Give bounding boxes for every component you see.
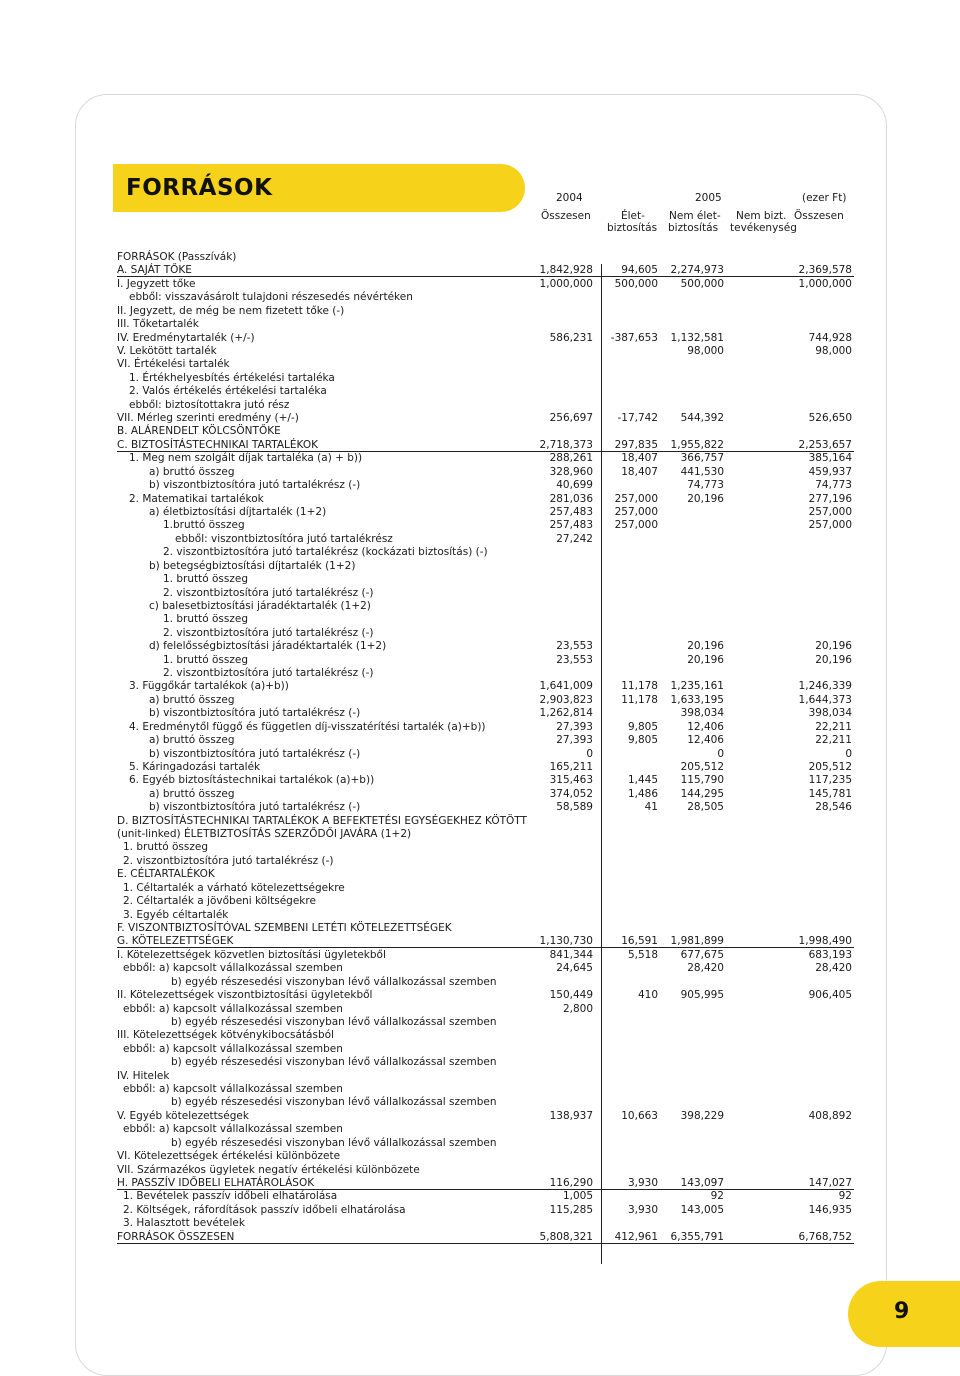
value-cell: 408,892 (808, 1109, 852, 1122)
table-row (0, 721, 960, 734)
table-row (0, 439, 960, 452)
table-row (0, 1083, 960, 1096)
row-label: ebből: a) kapcsolt vállalkozással szemben (123, 1123, 343, 1136)
value-cell: 58,589 (556, 801, 593, 814)
table-row (0, 264, 960, 277)
row-label: IV. Eredménytartalék (+/-) (117, 331, 255, 344)
table-row (0, 680, 960, 693)
header-osszesen-2004: Összesen (541, 210, 591, 222)
value-cell: 0 (845, 747, 852, 760)
value-cell: 398,229 (680, 1109, 724, 1122)
table-row (0, 1177, 960, 1190)
table-row (0, 251, 960, 264)
value-cell: 1,132,581 (670, 331, 724, 344)
value-cell: 2,903,823 (539, 693, 593, 706)
value-cell: 23,553 (556, 640, 593, 653)
row-label: III. Kötelezettségek kötvénykibocsátásból (117, 1029, 334, 1042)
value-cell: 205,512 (808, 760, 852, 773)
row-label: 1. Meg nem szolgált díjak tartaléka (a) + b)) (129, 452, 363, 465)
row-label: FORRÁSOK ÖSSZESEN (117, 1230, 235, 1243)
row-underline (117, 1243, 854, 1244)
header-year-2004: 2004 (556, 192, 583, 204)
value-cell: 544,392 (680, 412, 724, 425)
row-label: c) balesetbiztosítási járadéktartalék (1+2) (149, 599, 371, 612)
table-row (0, 895, 960, 908)
value-cell: 74,773 (687, 479, 724, 492)
table-row (0, 1043, 960, 1056)
table-row (0, 399, 960, 412)
table-row (0, 855, 960, 868)
row-label: b) viszontbiztosítóra jutó tartalékrész (-) (149, 801, 361, 814)
row-label: a) bruttó összeg (149, 693, 235, 706)
table-row (0, 627, 960, 640)
value-cell: 744,928 (808, 331, 852, 344)
table-row (0, 976, 960, 989)
value-cell: 257,000 (614, 505, 658, 518)
table-row (0, 1231, 960, 1244)
value-cell: 1,633,195 (670, 693, 724, 706)
table-row (0, 761, 960, 774)
value-cell: 500,000 (680, 277, 724, 290)
table-row (0, 1003, 960, 1016)
value-cell: 374,052 (549, 787, 593, 800)
table-row (0, 519, 960, 532)
row-label: ebből: viszontbiztosítóra jutó tartalékrész (175, 532, 393, 545)
row-label: b) egyéb részesedési viszonyban lévő vállalkozással szemben (171, 1096, 497, 1109)
table-row (0, 801, 960, 814)
table-row (0, 774, 960, 787)
value-cell: 10,663 (621, 1109, 658, 1122)
table-row (0, 1190, 960, 1203)
row-label: ebből: a) kapcsolt vállalkozással szemben (123, 1002, 343, 1015)
table-row (0, 533, 960, 546)
row-label: 1. Bevételek passzív időbeli elhatárolása (123, 1190, 338, 1203)
value-cell: 905,995 (680, 989, 724, 1002)
value-cell: 526,650 (808, 412, 852, 425)
row-label: ebből: visszavásárolt tulajdoni részesedés névértéken (129, 291, 413, 304)
table-row (0, 560, 960, 573)
row-label: VI. Kötelezettségek értékelési különbözete (117, 1150, 341, 1163)
value-cell: 3,930 (627, 1203, 658, 1216)
row-label: I. Kötelezettségek közvetlen biztosítási ügyletekből (117, 948, 386, 961)
value-cell: 297,835 (614, 438, 658, 451)
value-cell: 6,768,752 (798, 1230, 852, 1243)
value-cell: 1,644,373 (798, 693, 852, 706)
value-cell: 41 (644, 801, 658, 814)
value-cell: 257,483 (549, 519, 593, 532)
header-year-2005: 2005 (695, 192, 722, 204)
table-row (0, 1217, 960, 1230)
row-label: 6. Egyéb biztosítástechnikai tartalékok (a)+b)) (129, 774, 375, 787)
row-label: d) felelősségbiztosítási járadéktartalék (1+2) (149, 640, 387, 653)
value-cell: 144,295 (680, 787, 724, 800)
table-row (0, 1096, 960, 1109)
row-label: FORRÁSOK (Passzívák) (117, 251, 237, 263)
table-row (0, 922, 960, 935)
value-cell: 1,998,490 (798, 935, 852, 948)
table-row (0, 305, 960, 318)
row-label: F. VISZONTBIZTOSÍTÓVAL SZEMBENI LETÉTI KÖTELEZETTSÉGEK (117, 922, 452, 934)
table-row (0, 291, 960, 304)
row-label: 1. bruttó összeg (123, 841, 208, 854)
value-cell: 2,274,973 (670, 264, 724, 277)
value-cell: 117,235 (808, 774, 852, 787)
value-cell: 23,553 (556, 653, 593, 666)
value-cell: 1,000,000 (539, 277, 593, 290)
table-row (0, 506, 960, 519)
value-cell: 94,605 (621, 264, 658, 277)
row-label: B. ALÁRENDELT KÖLCSÖNTŐKE (117, 425, 281, 438)
row-label: VI. Értékelési tartalék (117, 358, 230, 371)
value-cell: 6,355,791 (670, 1230, 724, 1243)
row-label: 2. Valós értékelés értékelési tartaléka (129, 385, 327, 398)
row-label: 3. Egyéb céltartalék (123, 908, 229, 921)
table-row (0, 949, 960, 962)
value-cell: 147,027 (808, 1176, 852, 1189)
row-label: b) betegségbiztosítási díjtartalék (1+2) (149, 559, 356, 572)
value-cell: 1,486 (627, 787, 658, 800)
table-row (0, 882, 960, 895)
row-label: 1. Értékhelyesbítés értékelési tartaléka (129, 371, 335, 384)
row-label: 2. viszontbiztosítóra jutó tartalékrész (-) (163, 667, 374, 680)
value-cell: 11,178 (621, 680, 658, 693)
row-label: 5. Káringadozási tartalék (129, 760, 261, 773)
table-row (0, 1070, 960, 1083)
table-row (0, 479, 960, 492)
value-cell: 22,211 (815, 720, 852, 733)
value-cell: 366,757 (680, 452, 724, 465)
row-label: III. Tőketartalék (117, 318, 199, 331)
row-label: a) életbiztosítási díjtartalék (1+2) (149, 505, 327, 518)
row-label: H. PASSZÍV IDŐBELI ELHATÁROLÁSOK (117, 1176, 315, 1189)
row-label: b) egyéb részesedési viszonyban lévő vállalkozással szemben (171, 1015, 497, 1028)
table-row (0, 1150, 960, 1163)
table-row (0, 828, 960, 841)
table-row (0, 748, 960, 761)
table-row (0, 358, 960, 371)
header-osszesen-2005: Összesen (794, 210, 844, 222)
row-label: 2. Matematikai tartalékok (129, 492, 264, 505)
row-label: II. Kötelezettségek viszontbiztosítási ügyletekből (117, 989, 373, 1002)
value-cell: 150,449 (549, 989, 593, 1002)
value-cell: 281,036 (549, 492, 593, 505)
header-nembizt-2: tevékenység (730, 222, 797, 234)
value-cell: 22,211 (815, 734, 852, 747)
row-label: b) egyéb részesedési viszonyban lévő vállalkozással szemben (171, 1136, 497, 1149)
value-cell: 24,645 (556, 962, 593, 975)
value-cell: 5,808,321 (539, 1230, 593, 1243)
table-row (0, 546, 960, 559)
table-row (0, 815, 960, 828)
value-cell: 1,445 (627, 774, 658, 787)
value-cell: 2,800 (562, 1002, 593, 1015)
table-row (0, 1110, 960, 1123)
value-cell: 277,196 (808, 492, 852, 505)
row-label: b) viszontbiztosítóra jutó tartalékrész (-) (149, 707, 361, 720)
value-cell: 257,000 (614, 519, 658, 532)
row-label: 4. Eredménytől függő és független díj-visszatérítési tartalék (a)+b)) (129, 720, 486, 733)
value-cell: 1,235,161 (670, 680, 724, 693)
row-label: a) bruttó összeg (149, 787, 235, 800)
value-cell: -387,653 (610, 331, 658, 344)
row-label: V. Egyéb kötelezettségek (117, 1109, 249, 1122)
header-unit: (ezer Ft) (802, 192, 847, 204)
value-cell: 586,231 (549, 331, 593, 344)
value-cell: 1,955,822 (670, 438, 724, 451)
value-cell: 145,781 (808, 787, 852, 800)
row-label: II. Jegyzett, de még be nem fizetett tőke (-) (117, 304, 345, 317)
table-row (0, 841, 960, 854)
value-cell: 841,344 (549, 948, 593, 961)
value-cell: 92 (710, 1190, 724, 1203)
table-row (0, 935, 960, 948)
value-cell: 143,097 (680, 1176, 724, 1189)
row-label: a) bruttó összeg (149, 734, 235, 747)
value-cell: 28,420 (815, 962, 852, 975)
value-cell: 683,193 (808, 948, 852, 961)
page-title: FORRÁSOK (126, 175, 273, 201)
value-cell: 146,935 (808, 1203, 852, 1216)
value-cell: 0 (586, 747, 593, 760)
value-cell: 257,000 (808, 519, 852, 532)
table-row (0, 412, 960, 425)
table-row (0, 573, 960, 586)
row-label: VII. Mérleg szerinti eredmény (+/-) (117, 412, 299, 425)
value-cell: 3,930 (627, 1176, 658, 1189)
row-label: 1. Céltartalék a várható kötelezettségekre (123, 881, 345, 894)
value-cell: 98,000 (815, 344, 852, 357)
row-label: (unit-linked) ÉLETBIZTOSÍTÁS SZERZŐDŐI JAVÁRA (1+2) (117, 828, 412, 841)
value-cell: 20,196 (815, 640, 852, 653)
header-elet-1: Élet- (621, 210, 645, 222)
row-label: 2. viszontbiztosítóra jutó tartalékrész (-) (163, 586, 374, 599)
row-label: 2. Költségek, ráfordítások passzív időbeli elhatárolása (123, 1203, 406, 1216)
table-row (0, 734, 960, 747)
row-label: 1. bruttó összeg (163, 573, 248, 586)
value-cell: 165,211 (549, 760, 593, 773)
value-cell: 28,505 (687, 801, 724, 814)
row-label: ebből: biztosítottakra jutó rész (129, 398, 290, 411)
row-label: 1. bruttó összeg (163, 653, 248, 666)
value-cell: 18,407 (621, 465, 658, 478)
value-cell: 398,034 (680, 707, 724, 720)
table-row (0, 1164, 960, 1177)
value-cell: 138,937 (549, 1109, 593, 1122)
value-cell: 74,773 (815, 479, 852, 492)
row-label: b) egyéb részesedési viszonyban lévő vállalkozással szemben (171, 975, 497, 988)
value-cell: 315,463 (549, 774, 593, 787)
value-cell: 12,406 (687, 734, 724, 747)
table-row (0, 372, 960, 385)
row-label: 2. viszontbiztosítóra jutó tartalékrész (kockázati biztosítás) (-) (163, 546, 488, 559)
table-row (0, 1056, 960, 1069)
value-cell: 441,530 (680, 465, 724, 478)
row-label: VII. Származékos ügyletek negatív értékelési különbözete (117, 1163, 420, 1176)
table-row (0, 694, 960, 707)
row-label: 2. Céltartalék a jövőbeni költségekre (123, 895, 316, 908)
table-row (0, 640, 960, 653)
value-cell: 115,285 (549, 1203, 593, 1216)
value-cell: 2,253,657 (798, 438, 852, 451)
value-cell: 1,000,000 (798, 277, 852, 290)
value-cell: 1,005 (562, 1190, 593, 1203)
value-cell: -17,742 (617, 412, 658, 425)
table-row (0, 1204, 960, 1217)
table-row (0, 493, 960, 506)
row-label: ebből: a) kapcsolt vállalkozással szemben (123, 1083, 343, 1096)
table-row (0, 332, 960, 345)
value-cell: 2,718,373 (539, 438, 593, 451)
value-cell: 257,000 (614, 492, 658, 505)
value-cell: 116,290 (549, 1176, 593, 1189)
value-cell: 20,196 (687, 640, 724, 653)
value-cell: 412,961 (614, 1230, 658, 1243)
value-cell: 500,000 (614, 277, 658, 290)
value-cell: 328,960 (549, 465, 593, 478)
value-cell: 143,005 (680, 1203, 724, 1216)
page-number: 9 (894, 1299, 910, 1324)
row-label: E. CÉLTARTALÉKOK (117, 868, 215, 881)
value-cell: 92 (838, 1190, 852, 1203)
table-row (0, 1137, 960, 1150)
value-cell: 1,981,899 (670, 935, 724, 948)
table-row (0, 707, 960, 720)
table-row (0, 318, 960, 331)
row-label: 3. Függőkár tartalékok (a)+b)) (129, 680, 289, 693)
value-cell: 1,842,928 (539, 264, 593, 277)
value-cell: 0 (717, 747, 724, 760)
header-nemelet-2: biztosítás (668, 222, 719, 234)
header-elet-2: biztosítás (607, 222, 658, 234)
value-cell: 20,196 (815, 653, 852, 666)
value-cell: 256,697 (549, 412, 593, 425)
row-label: ebből: a) kapcsolt vállalkozással szemben (123, 1042, 343, 1055)
row-label: C. BIZTOSÍTÁSTECHNIKAI TARTALÉKOK (117, 438, 318, 451)
table-row (0, 587, 960, 600)
table-row (0, 1016, 960, 1029)
table-row (0, 345, 960, 358)
table-row (0, 1029, 960, 1042)
table-row (0, 613, 960, 626)
row-label: 2. viszontbiztosítóra jutó tartalékrész (-) (123, 854, 334, 867)
value-cell: 20,196 (687, 492, 724, 505)
table-row (0, 989, 960, 1002)
value-cell: 98,000 (687, 344, 724, 357)
value-cell: 459,937 (808, 465, 852, 478)
value-cell: 2,369,578 (798, 264, 852, 277)
row-label: b) viszontbiztosítóra jutó tartalékrész (-) (149, 747, 361, 760)
value-cell: 288,261 (549, 452, 593, 465)
value-cell: 16,591 (621, 935, 658, 948)
row-label: V. Lekötött tartalék (117, 344, 217, 357)
row-label: b) viszontbiztosítóra jutó tartalékrész (-) (149, 479, 361, 492)
table-row (0, 909, 960, 922)
row-label: 3. Halasztott bevételek (123, 1217, 245, 1230)
value-cell: 28,546 (815, 801, 852, 814)
value-cell: 9,805 (627, 720, 658, 733)
table-row (0, 385, 960, 398)
value-cell: 9,805 (627, 734, 658, 747)
value-cell: 27,393 (556, 734, 593, 747)
table-row (0, 868, 960, 881)
value-cell: 906,405 (808, 989, 852, 1002)
value-cell: 1,262,814 (539, 707, 593, 720)
table-row (0, 278, 960, 291)
value-cell: 27,393 (556, 720, 593, 733)
value-cell: 1,130,730 (539, 935, 593, 948)
page-number-tab (848, 1281, 960, 1347)
value-cell: 257,000 (808, 505, 852, 518)
value-cell: 677,675 (680, 948, 724, 961)
row-label: I. Jegyzett tőke (117, 277, 196, 290)
value-cell: 257,483 (549, 505, 593, 518)
row-label: 1.bruttó összeg (163, 519, 245, 532)
row-label: b) egyéb részesedési viszonyban lévő vállalkozással szemben (171, 1056, 497, 1069)
table-row (0, 452, 960, 465)
row-label: IV. Hitelek (117, 1069, 170, 1082)
table-row (0, 654, 960, 667)
value-cell: 12,406 (687, 720, 724, 733)
value-cell: 410 (637, 989, 658, 1002)
value-cell: 398,034 (808, 707, 852, 720)
value-cell: 115,790 (680, 774, 724, 787)
row-label: 2. viszontbiztosítóra jutó tartalékrész (-) (163, 626, 374, 639)
value-cell: 205,512 (680, 760, 724, 773)
table-row (0, 466, 960, 479)
table-row (0, 667, 960, 680)
row-label: 1. bruttó összeg (163, 613, 248, 626)
value-cell: 18,407 (621, 452, 658, 465)
value-cell: 27,242 (556, 532, 593, 545)
value-cell: 1,641,009 (539, 680, 593, 693)
row-label: D. BIZTOSÍTÁSTECHNIKAI TARTALÉKOK A BEFEKTETÉSI EGYSÉGEKHEZ KÖTÖTT (117, 814, 527, 827)
table-row (0, 600, 960, 613)
header-nemelet-1: Nem élet- (669, 210, 721, 222)
row-label: a) bruttó összeg (149, 465, 235, 478)
row-label: A. SAJÁT TŐKE (117, 264, 192, 277)
value-cell: 1,246,339 (798, 680, 852, 693)
table-row (0, 962, 960, 975)
row-label: G. KÖTELEZETTSÉGEK (117, 935, 234, 948)
table-row (0, 788, 960, 801)
value-cell: 20,196 (687, 653, 724, 666)
value-cell: 28,420 (687, 962, 724, 975)
table-row (0, 1123, 960, 1136)
header-nembizt-1: Nem bizt. (736, 210, 787, 222)
row-label: ebből: a) kapcsolt vállalkozással szemben (123, 962, 343, 975)
value-cell: 40,699 (556, 479, 593, 492)
value-cell: 5,518 (627, 948, 658, 961)
value-cell: 385,164 (808, 452, 852, 465)
value-cell: 11,178 (621, 693, 658, 706)
table-row (0, 425, 960, 438)
